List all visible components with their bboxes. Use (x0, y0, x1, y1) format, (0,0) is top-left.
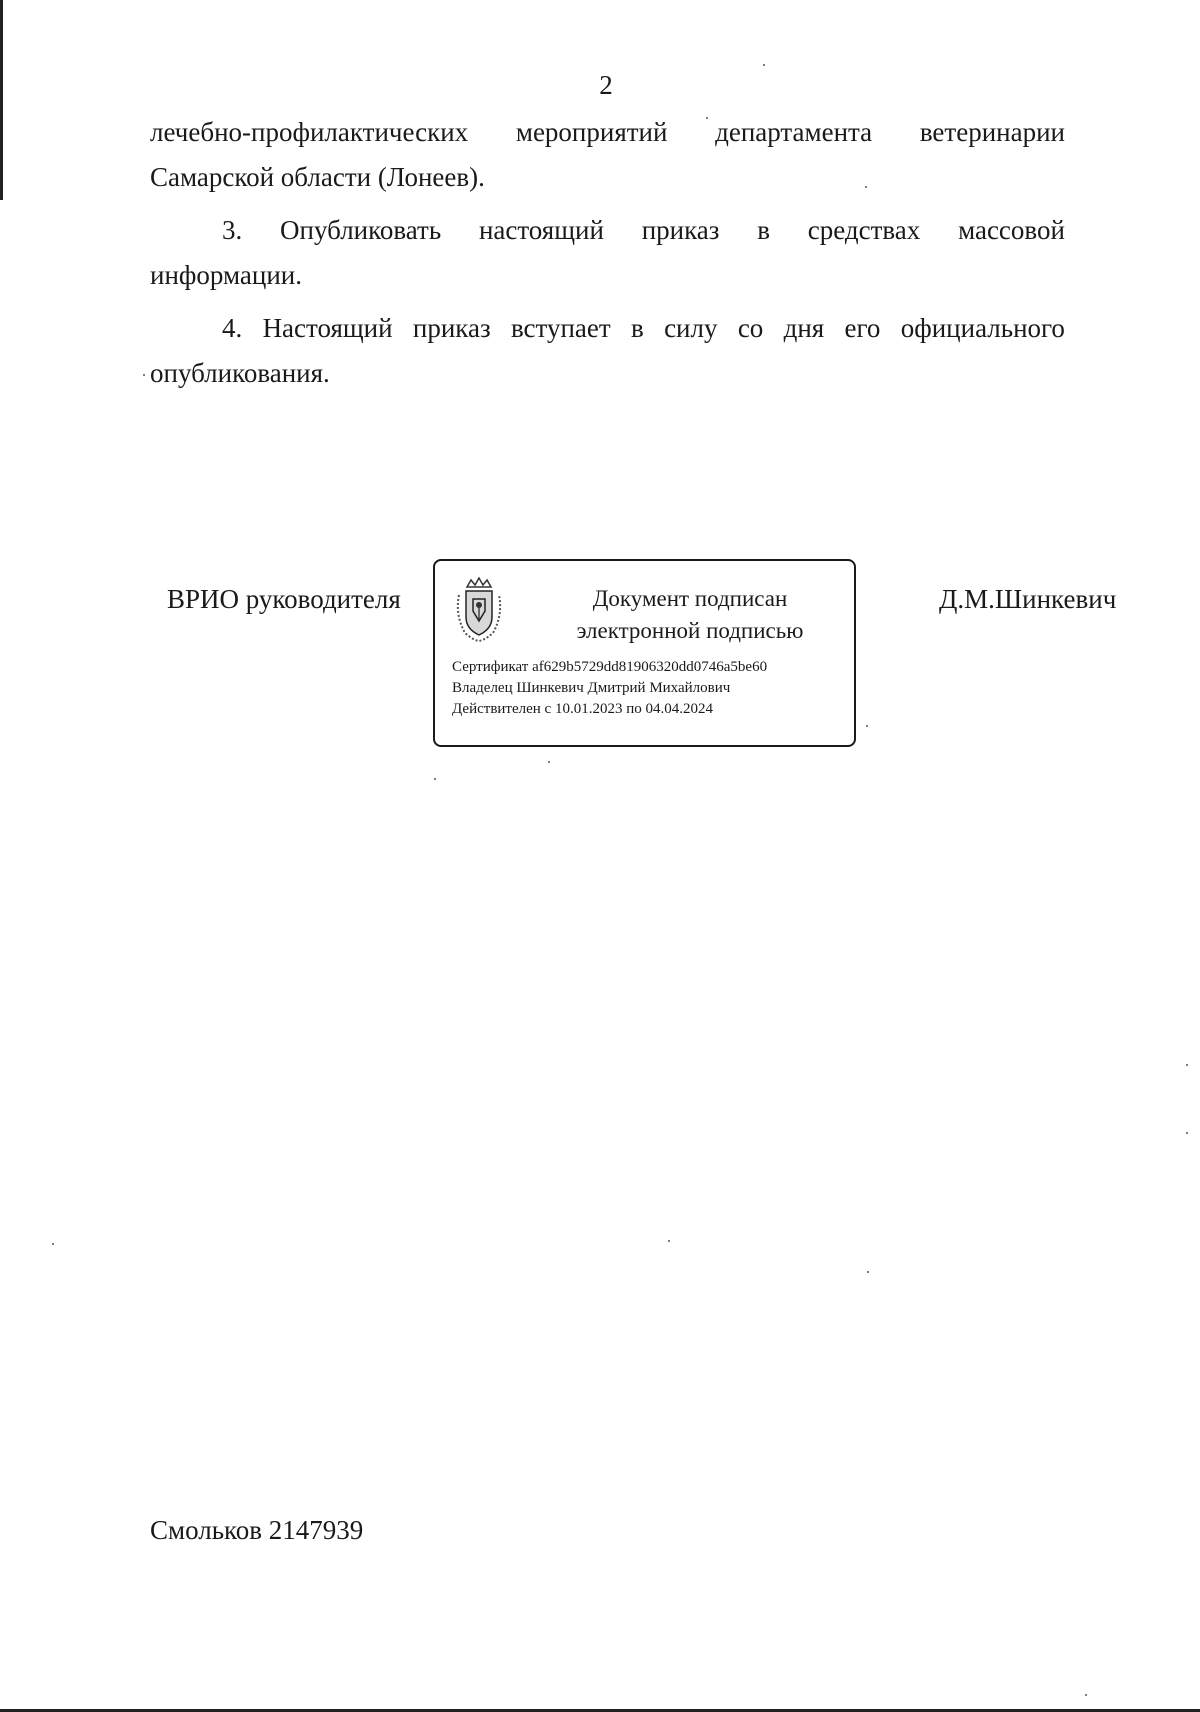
word: ветеринарии (919, 117, 1065, 147)
word: силу (664, 313, 718, 343)
paragraph-line: информации. (150, 260, 302, 290)
item-number: 3. (222, 215, 243, 245)
scan-speck (1085, 1694, 1087, 1696)
stamp-details (452, 657, 767, 720)
certificate-validity: Действителен с 10.01.2023 по 04.04.2024 (452, 701, 713, 717)
executor-note: Смольков 2147939 (150, 1515, 364, 1545)
scan-speck (52, 1243, 54, 1245)
scan-speck (763, 64, 765, 66)
word: его (844, 313, 881, 343)
stamp-heading-line: электронной подписью (576, 618, 804, 643)
signer-name: Д.М.Шинкевич (939, 584, 1117, 614)
scan-speck (865, 186, 867, 188)
scan-speck (1186, 1132, 1188, 1134)
stamp-heading (535, 583, 845, 647)
certificate-number: Сертификат af629b5729dd81906320dd0746a5be60 (452, 659, 768, 675)
word: со (737, 313, 764, 343)
word: массовой (958, 215, 1065, 245)
scan-speck (1186, 1064, 1188, 1066)
word: Настоящий (262, 313, 393, 343)
word: в (757, 215, 770, 245)
paragraph-line (150, 306, 1065, 351)
paragraph-line (150, 208, 1065, 253)
page-number: 2 (599, 70, 613, 100)
scan-speck (866, 725, 868, 727)
scan-speck (867, 1271, 869, 1273)
word: приказ (641, 215, 720, 245)
certificate-owner: Владелец Шинкевич Дмитрий Михайлович (452, 680, 731, 696)
stamp-heading-line: Документ подписан (592, 586, 788, 611)
word: вступает (510, 313, 611, 343)
word: средствах (807, 215, 921, 245)
scan-speck (668, 1240, 670, 1242)
scan-speck (548, 761, 550, 763)
paragraph-line: Самарской области (Лонеев). (150, 162, 485, 192)
signer-title: ВРИО руководителя (167, 584, 401, 614)
scan-speck (706, 117, 708, 119)
coat-of-arms-icon (453, 577, 505, 643)
paragraph-item-3 (150, 208, 1065, 298)
paragraph-line (150, 110, 1065, 155)
scan-speck (143, 374, 145, 376)
word: в (631, 313, 644, 343)
word: приказ (412, 313, 491, 343)
word: департамента (715, 117, 873, 147)
paragraph-continuation (150, 110, 1065, 200)
word: официального (900, 313, 1065, 343)
word: настоящий (478, 215, 604, 245)
item-number: 4. (222, 313, 243, 343)
electronic-signature-stamp (433, 559, 856, 747)
word: лечебно-профилактических (150, 117, 469, 147)
paragraph-line: опубликования. (150, 358, 330, 388)
paragraph-item-4 (150, 306, 1065, 396)
scan-speck (434, 778, 436, 780)
word: мероприятий (515, 117, 668, 147)
word: Опубликовать (280, 215, 442, 245)
word: дня (783, 313, 825, 343)
